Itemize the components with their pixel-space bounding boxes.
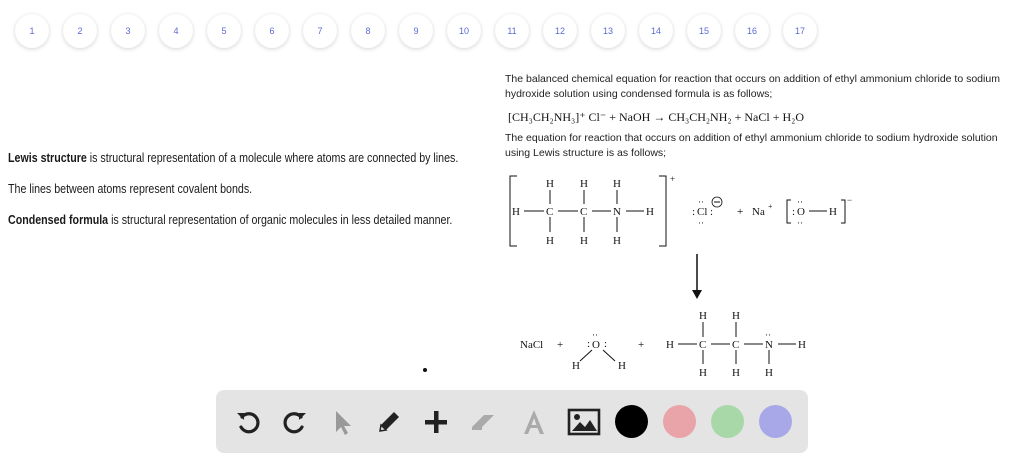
eraser-icon — [468, 407, 498, 437]
color-swatch-red[interactable] — [663, 405, 696, 438]
select-tool[interactable] — [322, 402, 362, 442]
note-condensed-formula: Condensed formula is structural representation of organic molecules in less detailed manner. — [8, 212, 453, 227]
page-button-10[interactable]: 10 — [447, 14, 481, 48]
hydroxide-charge: − — [847, 195, 853, 205]
atom-c: C — [699, 339, 707, 351]
plus-sign: + — [638, 339, 645, 351]
page-button-7[interactable]: 7 — [303, 14, 337, 48]
redo-button[interactable] — [275, 402, 315, 442]
atom-c: C — [580, 206, 588, 218]
hydroxide-ion — [787, 195, 852, 228]
atom-h: H — [572, 360, 580, 372]
atom-h: H — [618, 360, 626, 372]
cation-charge: + — [670, 174, 676, 184]
page-button-2[interactable]: 2 — [63, 14, 97, 48]
atom-h: H — [765, 367, 773, 379]
paragraph-condensed: The balanced chemical equation for reaction that occurs on addition of ethyl ammonium chloride to sodium hydroxide solution using condensed formula is as follows; — [505, 73, 1000, 100]
svg-text:··: ·· — [592, 330, 598, 340]
svg-text:··: ·· — [698, 218, 704, 228]
products — [520, 310, 806, 379]
condensed-equation: [CH₃CH₂NH₃]⁺ Cl⁻ + NaOH → CH₃CH₂NH₂ + NaCl + H₂O — [508, 110, 804, 124]
atom-h: H — [546, 235, 554, 247]
atom-c: C — [732, 339, 740, 351]
atom-h: H — [580, 178, 588, 190]
atom-h: H — [798, 339, 806, 351]
page-button-8[interactable]: 8 — [351, 14, 385, 48]
na-charge: + — [768, 202, 773, 211]
svg-text::: : — [692, 206, 696, 218]
redo-icon — [280, 407, 310, 437]
undo-button[interactable] — [228, 402, 268, 442]
atom-h: H — [699, 367, 707, 379]
atom-n: N — [765, 339, 773, 351]
atom-h: H — [580, 235, 588, 247]
drawing-toolbar — [216, 390, 808, 453]
page-button-1[interactable]: 1 — [15, 14, 49, 48]
svg-text:··: ·· — [797, 197, 803, 207]
note-lewis-structure: Lewis structure is structural representation of a molecule where atoms are connected by lines. — [8, 150, 459, 165]
text-tool[interactable] — [514, 402, 554, 442]
eraser-tool[interactable] — [463, 402, 503, 442]
ethylammonium-cation — [510, 174, 675, 247]
atom-h: H — [666, 339, 674, 351]
image-icon — [567, 407, 601, 437]
atom-h: H — [613, 178, 621, 190]
chloride-ion — [692, 197, 722, 228]
page-button-15[interactable]: 15 — [687, 14, 721, 48]
page-button-12[interactable]: 12 — [543, 14, 577, 48]
nacl: NaCl — [520, 339, 544, 351]
page-button-11[interactable]: 11 — [495, 14, 529, 48]
color-swatch-green[interactable] — [711, 405, 744, 438]
svg-text::: : — [587, 338, 591, 350]
page-button-14[interactable]: 14 — [639, 14, 673, 48]
paragraph-lewis: The equation for reaction that occurs on addition of ethyl ammonium chloride to sodium hydroxide solution using Lewis structure is as follows; — [505, 132, 998, 159]
atom-na: Na — [752, 206, 765, 218]
page-button-9[interactable]: 9 — [399, 14, 433, 48]
page-button-13[interactable]: 13 — [591, 14, 625, 48]
svg-text::: : — [792, 206, 796, 218]
atom-h: H — [646, 206, 654, 218]
plus-sign: + — [557, 339, 564, 351]
page-button-16[interactable]: 16 — [735, 14, 769, 48]
atom-c: C — [546, 206, 554, 218]
add-tool[interactable] — [416, 402, 456, 442]
color-swatch-black[interactable] — [615, 405, 648, 438]
page-button-17[interactable]: 17 — [783, 14, 817, 48]
image-tool[interactable] — [564, 402, 604, 442]
note-covalent-bonds: The lines between atoms represent covalent bonds. — [8, 181, 253, 196]
page-button-4[interactable]: 4 — [159, 14, 193, 48]
atom-h: H — [613, 235, 621, 247]
pencil-icon — [374, 407, 404, 437]
text-icon — [519, 407, 549, 437]
atom-h: H — [546, 178, 554, 190]
undo-icon — [233, 407, 263, 437]
pencil-tool[interactable] — [369, 402, 409, 442]
pointer-icon — [327, 407, 357, 437]
color-swatch-blue[interactable] — [759, 405, 792, 438]
reaction-arrow — [692, 254, 702, 299]
atom-n: N — [613, 206, 621, 218]
svg-text:··: ·· — [765, 330, 771, 340]
plus-sign: + — [737, 206, 744, 218]
atom-h: H — [732, 310, 740, 322]
atom-cl: Cl — [697, 206, 708, 218]
page-button-5[interactable]: 5 — [207, 14, 241, 48]
atom-h: H — [732, 367, 740, 379]
page-button-3[interactable]: 3 — [111, 14, 145, 48]
svg-text::: : — [604, 338, 608, 350]
svg-text:··: ·· — [698, 197, 704, 207]
atom-h: H — [512, 206, 520, 218]
atom-o: O — [592, 339, 600, 351]
page-button-6[interactable]: 6 — [255, 14, 289, 48]
stray-dot — [423, 368, 427, 372]
sodium-ion — [752, 202, 773, 218]
svg-text::: : — [710, 206, 714, 218]
svg-text:··: ·· — [797, 218, 803, 228]
atom-h: H — [699, 310, 707, 322]
atom-h: H — [829, 206, 837, 218]
plus-icon — [421, 407, 451, 437]
atom-o: O — [797, 206, 805, 218]
